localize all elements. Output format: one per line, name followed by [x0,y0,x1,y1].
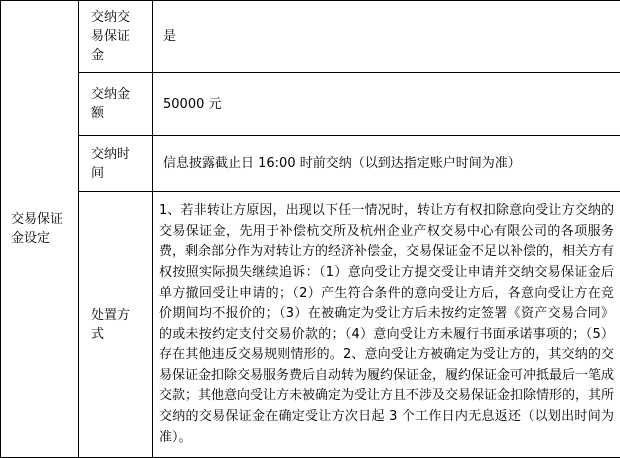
value-cell [153,136,620,192]
label-cell [79,73,153,136]
label-cell [79,136,153,192]
value-cell [153,1,620,73]
table-row [1,192,620,458]
section-label: 交易保证金设定 [11,212,64,246]
row-value: 50000 元 [163,96,222,112]
label-cell [79,1,153,73]
table-row [1,1,620,73]
value-cell [153,192,620,458]
row-label: 交纳交易保证金 [91,10,131,64]
row-label: 处置方式 [91,307,131,342]
row-value: 1、若非转让方原因，出现以下任一情况时，转让方有权扣除意向受让方交纳的交易保证金，先用于补偿杭交所及杭州企业产权交易中心有限公司的各项服务费，剩余部分作为对转让方的经济补偿金，交易保证金不足以补偿的，相关方有权按照实际损失继续追诉：（1）意向受让方提交受让申请并交纳交易保证金后单方撤回受让申请的；（2）产生符合条件的意向受让方后，各意向受让方在竞价期间均不报价的；（3）在被确定为受让方后未按约定签署《资产交易合同》的或未按约定支付交易价款的；（4）意向受让方未履行书面承诺事项的；（5）存在其他违反交易规则情形的。2、意向受让方被确定为受让方的，其交纳的交易保证金扣除交易服务费后自动转为履约保证金，履约保证金可冲抵最后一笔成交款；其他意向受让方未被确定为受让方且不涉及交易保证金扣除情形的，其所交纳的交易保证金在确定受让方次日起 3 个工作日内无息返还（以划出时间为准）。 [159,203,615,445]
row-value: 信息披露截止日 16:00 时前交纳（以到达指定账户时间为准） [163,156,521,172]
row-label: 交纳金额 [91,87,131,122]
label-cell [79,192,153,458]
value-cell [153,73,620,136]
section-label-cell [1,1,79,458]
table-row [1,73,620,136]
table-row [1,136,620,192]
row-label: 交纳时间 [91,146,131,181]
row-value: 是 [163,29,177,45]
